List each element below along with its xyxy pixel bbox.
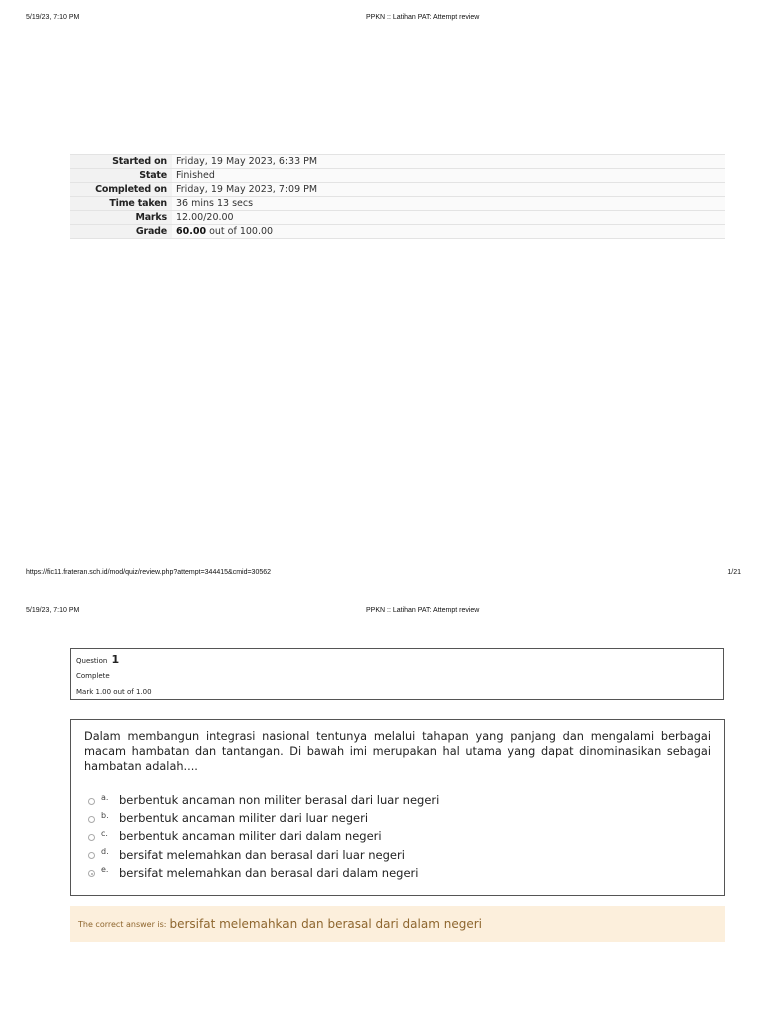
question-content-box: [70, 719, 725, 896]
answer-letter: c.: [101, 828, 108, 838]
summary-row-time-taken: [70, 197, 725, 211]
print-footer-url: https://fic11.frateran.sch.id/mod/quiz/review.php?attempt=344415&cmid=30562: [26, 569, 272, 576]
summary-label: Marks: [70, 211, 172, 225]
summary-row-state: [70, 169, 725, 183]
question-state: Complete: [76, 672, 110, 680]
radio-button-checked-icon[interactable]: [88, 870, 95, 877]
answer-letter: e.: [101, 865, 109, 875]
answer-letter: d.: [101, 847, 109, 857]
question-info-box: [70, 648, 724, 700]
grade-suffix: out of 100.00: [206, 226, 274, 237]
summary-row-completed: [70, 183, 725, 197]
radio-button-icon[interactable]: [88, 798, 95, 805]
radio-button-icon[interactable]: [88, 834, 95, 841]
answer-letter: b.: [101, 810, 109, 820]
answer-option-d[interactable]: [88, 846, 711, 864]
question-number-value: 1: [111, 653, 120, 666]
summary-label: Completed on: [70, 183, 172, 197]
summary-row-started: [70, 155, 725, 169]
answer-letter: a.: [101, 792, 109, 802]
answer-text: berbentuk ancaman militer dari luar negeri: [119, 811, 369, 826]
radio-button-icon[interactable]: [88, 852, 95, 859]
summary-row-grade: [70, 225, 725, 239]
summary-label: Grade: [70, 225, 172, 239]
question-text: Dalam membangun integrasi nasional tentunya melalui tahapan yang panjang dan mengalami berbagai macam hambatan dan tantangan. Di bawah imi merupakan hal utama yang dapat dinominasikan sebagai hambatan adalah....: [84, 730, 711, 773]
summary-value: 36 mins 13 secs: [172, 197, 725, 211]
radio-button-icon[interactable]: [88, 816, 95, 823]
answer-option-e[interactable]: [88, 864, 711, 882]
summary-label: Started on: [70, 155, 172, 169]
summary-value: [172, 225, 725, 239]
question-mark: Mark 1.00 out of 1.00: [76, 688, 152, 696]
summary-row-marks: [70, 211, 725, 225]
feedback-answer: bersifat melemahkan dan berasal dari dalam negeri: [169, 917, 482, 931]
summary-value: Friday, 19 May 2023, 6:33 PM: [172, 155, 725, 169]
question-number: [76, 652, 718, 668]
answer-text: bersifat melemahkan dan berasal dari dalam negeri: [119, 865, 419, 880]
attempt-summary-table: [70, 154, 725, 239]
answer-option-b[interactable]: [88, 809, 711, 827]
question-label: Question: [76, 657, 108, 665]
correct-answer-feedback: [70, 906, 725, 942]
print-header-date: 5/19/23, 7:10 PM: [26, 607, 80, 614]
answer-text: berbentuk ancaman non militer berasal dari luar negeri: [119, 793, 440, 808]
summary-value: Finished: [172, 169, 725, 183]
print-header-title: PPKN :: Latihan PAT: Attempt review: [366, 14, 480, 21]
answer-text: berbentuk ancaman militer dari dalam negeri: [119, 829, 382, 844]
summary-label: Time taken: [70, 197, 172, 211]
summary-label: State: [70, 169, 172, 183]
summary-value: Friday, 19 May 2023, 7:09 PM: [172, 183, 725, 197]
answer-option-a[interactable]: [88, 791, 711, 809]
answer-text: bersifat melemahkan dan berasal dari luar negeri: [119, 847, 405, 862]
answer-list: [88, 791, 711, 882]
print-footer-page-number: 1/21: [727, 569, 741, 576]
summary-value: 12.00/20.00: [172, 211, 725, 225]
print-header-date: 5/19/23, 7:10 PM: [26, 14, 80, 21]
grade-score: 60.00: [176, 226, 207, 237]
answer-option-c[interactable]: [88, 827, 711, 845]
feedback-label: The correct answer is:: [78, 919, 167, 929]
print-header-title: PPKN :: Latihan PAT: Attempt review: [366, 607, 480, 614]
